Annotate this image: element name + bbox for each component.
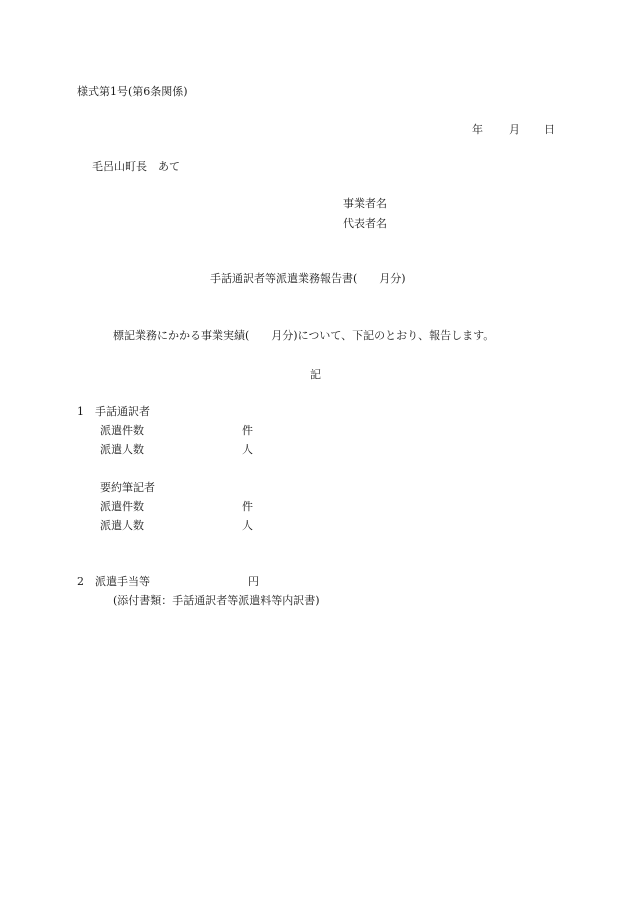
year-label: 年 [472,123,483,136]
interpreter-dispatch-people-unit: 人 [242,443,253,456]
representative-label: 代表者名 [343,217,387,230]
document-title: 手話通訳者等派遣業務報告書( 月分) [210,272,406,285]
day-label: 日 [544,123,555,136]
month-label: 月 [509,123,520,136]
interpreter-dispatch-count-unit: 件 [242,424,253,437]
form-number: 様式第1号(第6条関係) [77,85,188,98]
amount-unit: 円 [248,575,259,588]
section-1-heading: 1 手話通訳者 [77,405,150,418]
body-text: 標記業務にかかる事業実績( 月分)について、下記のとおり、報告します。 [113,329,495,342]
summary-dispatch-count-unit: 件 [242,500,253,513]
summary-writers-heading: 要約筆記者 [100,481,155,494]
interpreter-dispatch-people-label: 派遣人数 [100,443,144,456]
summary-dispatch-people-label: 派遣人数 [100,519,144,532]
note-heading: 記 [310,368,321,381]
section-2-heading: 2 派遣手当等 [77,575,150,588]
summary-dispatch-people-unit: 人 [242,519,253,532]
addressee: 毛呂山町長 あて [92,160,180,173]
interpreter-dispatch-count-label: 派遣件数 [100,424,144,437]
summary-dispatch-count-label: 派遣件数 [100,500,144,513]
business-name-label: 事業者名 [343,197,387,210]
attachment-note: (添付書類：手話通訳者等派遣料等内訳書) [113,594,320,607]
